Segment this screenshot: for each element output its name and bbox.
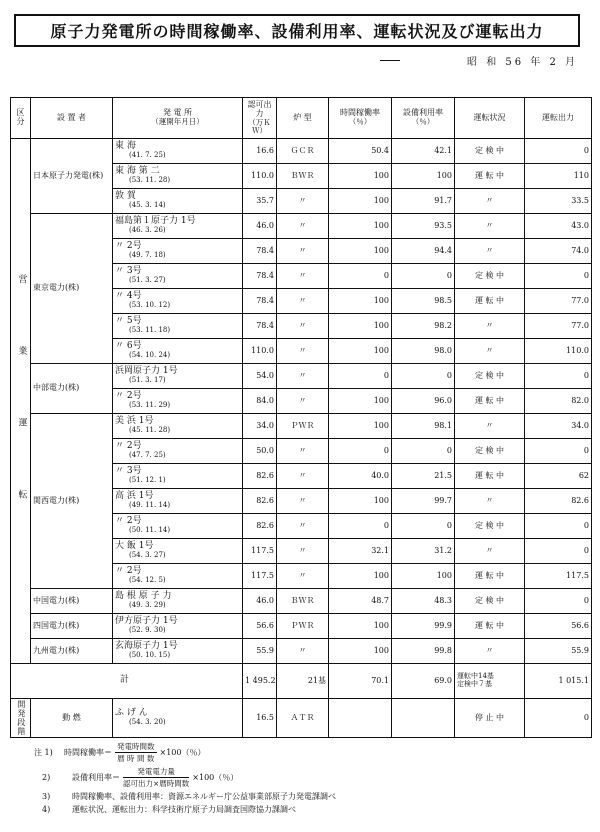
status-cell: 運 転 中 [455,389,525,414]
plant-start-date: (53. 11. 29) [129,401,171,410]
status-cell: 定 検 中 [455,514,525,539]
time-rate-cell: 50.4 [329,139,392,164]
header-kubun: 区分 [11,98,31,139]
util-rate-cell: 94.4 [392,239,455,264]
report-date: 昭 和 56 年 2 月 [467,57,578,68]
time-rate-cell: 100 [329,164,392,189]
capacity-cell: 78.4 [243,239,277,264]
plant-cell [113,464,243,489]
company-cell: 四国電力(株) [31,614,113,639]
table-row [11,414,592,439]
company-cell: 東京電力(株) [31,214,113,364]
capacity-cell: 82.6 [243,464,277,489]
header-output [525,98,592,139]
util-rate-cell: 0 [392,264,455,289]
reactor-type-cell: ＰＷＲ [277,614,329,639]
time-rate-cell: 100 [329,239,392,264]
dev-row [11,699,592,738]
note-1-number: 注 1) [34,748,53,757]
plant-start-date: (50. 10. 15) [129,651,171,660]
reactor-type-cell: ＰＷＲ [277,414,329,439]
status-cell: 〃 [455,214,525,239]
note-2 [34,766,584,789]
header-util-rate-unit: （％） [411,117,435,127]
capacity-cell: 16.6 [243,139,277,164]
util-rate-cell: 0 [392,514,455,539]
dev-reactor-type: ＡＴＲ [277,699,329,738]
table-row [11,589,592,614]
note-2-denominator: 認可出力×暦時間数 [123,779,190,788]
note-2-label: 設備利用率＝ [72,773,120,782]
header-output-label: 運転出力 [542,112,574,122]
reactor-type-cell: ＧＣＲ [277,139,329,164]
plant-cell [113,264,243,289]
note-3-number: 3) [42,792,51,801]
status-cell: 運 転 中 [455,164,525,189]
time-rate-cell: 0 [329,364,392,389]
note-2-number: 2) [42,773,51,782]
time-rate-cell: 100 [329,289,392,314]
header-time-rate-label: 時間稼働率 [340,108,380,118]
capacity-cell: 50.0 [243,439,277,464]
plant-start-date: (54. 10. 24) [129,351,171,360]
plant-cell [113,139,243,164]
output-cell: 56.6 [525,614,592,639]
plant-name: 東 海 [115,141,136,152]
dev-capacity: 16.5 [243,699,277,738]
capacity-cell: 110.0 [243,164,277,189]
dev-util-rate [392,699,455,738]
capacity-cell: 55.9 [243,639,277,664]
plant-cell [113,414,243,439]
capacity-cell: 35.7 [243,189,277,214]
plant-start-date: (49. 3. 29) [129,601,166,610]
time-rate-cell: 100 [329,614,392,639]
output-cell: 117.5 [525,564,592,589]
output-cell: 74.0 [525,239,592,264]
total-status-inspection: 定検中７基 [457,680,492,688]
capacity-cell: 78.4 [243,264,277,289]
note-2-numerator: 発電電力量 [123,766,189,778]
reactor-type-cell: 〃 [277,239,329,264]
output-cell: 77.0 [525,289,592,314]
note-2-fraction [123,766,189,789]
plant-start-date: (54. 12. 5) [129,576,166,585]
header-capacity-unit: （万ＫＷ） [248,117,271,135]
plant-start-date: (50. 11. 14) [129,526,171,535]
note-1-fraction [115,741,157,764]
capacity-cell: 110.0 [243,339,277,364]
time-rate-cell: 32.1 [329,539,392,564]
reactor-type-cell: 〃 [277,289,329,314]
total-row [11,664,592,699]
reactor-type-cell: 〃 [277,389,329,414]
time-rate-cell: 100 [329,189,392,214]
header-util-rate-label: 設備利用率 [403,108,443,118]
util-rate-cell: 99.9 [392,614,455,639]
status-cell: 定 検 中 [455,589,525,614]
date-rule [380,60,400,61]
capacity-cell: 46.0 [243,589,277,614]
util-rate-cell: 98.5 [392,289,455,314]
output-cell: 77.0 [525,314,592,339]
dev-plant-name: ふ げ ん [115,708,148,719]
header-reactor: 炉 型 [277,98,329,139]
header-capacity [243,98,277,139]
note-1-denominator: 暦 時 間 数 [117,754,155,763]
plant-start-date: (51. 3. 27) [129,276,166,285]
reactor-type-cell: ＢＷＲ [277,164,329,189]
reactor-type-cell: 〃 [277,564,329,589]
util-rate-cell: 21.5 [392,464,455,489]
plant-name: 〃 3号 [115,466,142,477]
time-rate-cell: 100 [329,389,392,414]
output-cell: 0 [525,139,592,164]
plant-start-date: (53. 10. 12) [129,301,171,310]
plant-name: 〃 2号 [115,441,142,452]
util-rate-cell: 91.7 [392,189,455,214]
plant-name: 高 浜 1号 [115,491,154,502]
note-3-text: 時間稼働率、設備利用率：資源エネルギー庁公益事業部原子力発電課調べ [72,792,336,801]
output-cell: 33.5 [525,189,592,214]
time-rate-cell: 100 [329,414,392,439]
note-1-label: 時間稼働率＝ [64,748,112,757]
status-cell: 〃 [455,339,525,364]
output-cell: 0 [525,439,592,464]
plant-name: 〃 2号 [115,566,142,577]
header-time-rate-unit: （％） [348,117,372,127]
plant-cell [113,489,243,514]
reactor-type-cell: 〃 [277,214,329,239]
status-cell: 〃 [455,314,525,339]
output-cell: 0 [525,264,592,289]
header-row [11,98,592,139]
status-cell: 〃 [455,539,525,564]
util-rate-cell: 98.2 [392,314,455,339]
capacity-cell: 82.6 [243,489,277,514]
plant-name: 美 浜 1号 [115,416,154,427]
time-rate-cell: 100 [329,214,392,239]
dev-plant-date: (54. 3. 20) [129,718,166,727]
plant-cell [113,439,243,464]
plant-name: 〃 5号 [115,316,142,327]
plant-name: 浜岡原子力 1号 [115,366,178,377]
time-rate-cell: 0 [329,439,392,464]
note-4 [34,804,584,815]
time-rate-cell: 100 [329,314,392,339]
total-output: 1 015.1 [525,664,592,699]
reactor-type-cell: 〃 [277,464,329,489]
note-2-tail: ×100（％） [192,773,239,782]
time-rate-cell: 100 [329,639,392,664]
plant-name: 玄海原子力 1号 [115,641,178,652]
plant-table [10,97,592,738]
header-plant-sub: （運開年月日） [151,117,204,127]
header-status [455,98,525,139]
time-rate-cell: 100 [329,489,392,514]
time-rate-cell: 0 [329,264,392,289]
output-cell: 55.9 [525,639,592,664]
reactor-type-cell: ＢＷＲ [277,589,329,614]
plant-cell [113,514,243,539]
plant-cell [113,364,243,389]
plant-cell [113,389,243,414]
page-title: 原子力発電所の時間稼働率、設備利用率、運転状況及び運転出力 [50,22,544,41]
capacity-cell: 34.0 [243,414,277,439]
status-cell: 〃 [455,189,525,214]
total-label: 計 [11,664,243,699]
util-rate-cell: 100 [392,564,455,589]
header-capacity-label: 認可出力 [247,99,272,118]
plant-start-date: (45. 3. 14) [129,201,166,210]
output-cell: 43.0 [525,214,592,239]
output-cell: 110.0 [525,339,592,364]
time-rate-cell: 0 [329,514,392,539]
plant-name: 〃 2号 [115,516,142,527]
plant-name: 〃 3号 [115,266,142,277]
status-cell: 定 検 中 [455,139,525,164]
header-plant [113,98,243,139]
util-rate-cell: 96.0 [392,389,455,414]
plant-cell [113,289,243,314]
table-row [11,614,592,639]
dev-plant-cell [113,699,243,738]
util-rate-cell: 100 [392,164,455,189]
time-rate-cell: 48.7 [329,589,392,614]
header-status-label: 運転状況 [473,112,506,122]
status-cell: 運 転 中 [455,564,525,589]
output-cell: 0 [525,589,592,614]
capacity-cell: 117.5 [243,539,277,564]
status-cell: 運 転 中 [455,464,525,489]
plant-name: 〃 2号 [115,241,142,252]
total-status [455,664,525,699]
dev-company: 動 燃 [31,699,113,738]
plant-cell [113,639,243,664]
plant-name: 〃 6号 [115,341,142,352]
note-1-tail: ×100（％） [159,748,206,757]
status-cell: 定 検 中 [455,264,525,289]
company-cell: 九州電力(株) [31,639,113,664]
status-cell: 運 転 中 [455,614,525,639]
output-cell: 82.6 [525,489,592,514]
util-rate-cell: 0 [392,439,455,464]
dev-time-rate [329,699,392,738]
reactor-type-cell: 〃 [277,264,329,289]
util-rate-cell: 48.3 [392,589,455,614]
output-cell: 110 [525,164,592,189]
status-cell: 〃 [455,239,525,264]
util-rate-cell: 98.1 [392,414,455,439]
capacity-cell: 117.5 [243,564,277,589]
output-cell: 0 [525,539,592,564]
plant-cell [113,189,243,214]
time-rate-cell: 40.0 [329,464,392,489]
plant-cell [113,539,243,564]
plant-start-date: (53. 11. 28) [129,176,171,185]
status-cell: 運 転 中 [455,289,525,314]
note-4-text: 運転状況、運転出力：科学技術庁原子力局調査国際協力課調べ [72,805,296,814]
reactor-type-cell: 〃 [277,489,329,514]
total-time-rate: 70.1 [329,664,392,699]
title-box [14,14,580,47]
plant-start-date: (46. 3. 26) [129,226,166,235]
total-util-rate: 69.0 [392,664,455,699]
plant-name: 大 飯 1号 [115,541,154,552]
output-cell: 82.0 [525,389,592,414]
table-row [11,364,592,389]
reactor-type-cell: 〃 [277,189,329,214]
plant-start-date: (49. 11. 14) [129,501,171,510]
plant-start-date: (49. 7. 18) [129,251,166,260]
capacity-cell: 56.6 [243,614,277,639]
time-rate-cell: 100 [329,564,392,589]
util-rate-cell: 93.5 [392,214,455,239]
status-cell: 定 検 中 [455,439,525,464]
plant-start-date: (41. 7. 25) [129,151,166,160]
table-body [11,139,592,738]
output-cell: 62 [525,464,592,489]
plant-start-date: (54. 3. 27) [129,551,166,560]
capacity-cell: 46.0 [243,214,277,239]
header-util-rate [392,98,455,139]
plant-name: 敦 賀 [115,191,136,202]
util-rate-cell: 31.2 [392,539,455,564]
notes [34,741,584,817]
note-3 [34,791,584,802]
capacity-cell: 78.4 [243,314,277,339]
dev-status: 停 止 中 [455,699,525,738]
capacity-cell: 82.6 [243,514,277,539]
capacity-cell: 54.0 [243,364,277,389]
plant-cell [113,239,243,264]
total-status-running: 運転中14基 [457,672,494,681]
util-rate-cell: 99.8 [392,639,455,664]
dev-output: 0 [525,699,592,738]
reactor-type-cell: 〃 [277,364,329,389]
table-row [11,139,592,164]
note-4-number: 4) [42,805,51,814]
plant-start-date: (45. 11. 28) [129,426,171,435]
status-cell: 〃 [455,414,525,439]
reactor-type-cell: 〃 [277,314,329,339]
note-1-numerator: 発電時間数 [117,742,155,751]
reactor-type-cell: 〃 [277,639,329,664]
company-cell: 中部電力(株) [31,364,113,414]
company-cell: 関西電力(株) [31,414,113,589]
category-commercial: 営 業 運 転 [11,139,31,664]
util-rate-cell: 0 [392,364,455,389]
util-rate-cell: 99.7 [392,489,455,514]
category-dev: 開発段階 [11,699,31,738]
output-cell: 0 [525,364,592,389]
total-capacity: 1 495.2 [243,664,277,699]
output-cell: 34.0 [525,414,592,439]
plant-name: 島 根 原 子 力 [115,591,172,602]
plant-cell [113,164,243,189]
capacity-cell: 84.0 [243,389,277,414]
util-rate-cell: 98.0 [392,339,455,364]
plant-cell [113,589,243,614]
plant-cell [113,339,243,364]
plant-start-date: (53. 11. 18) [129,326,171,335]
header-time-rate [329,98,392,139]
note-1 [34,741,584,764]
util-rate-cell: 42.1 [392,139,455,164]
plant-start-date: (51. 3. 17) [129,376,166,385]
plant-name: 〃 2号 [115,391,142,402]
header-company: 設 置 者 [31,98,113,139]
reactor-type-cell: 〃 [277,514,329,539]
capacity-cell: 78.4 [243,289,277,314]
plant-cell [113,564,243,589]
plant-start-date: (51. 12. 1) [129,476,166,485]
plant-name: 伊方原子力 1号 [115,616,178,627]
table-row [11,214,592,239]
company-cell: 日本原子力発電(株) [31,139,113,214]
plant-name: 福島第１原子力 1号 [115,216,196,227]
status-cell: 〃 [455,639,525,664]
reactor-type-cell: 〃 [277,539,329,564]
table-row [11,639,592,664]
reactor-type-cell: 〃 [277,339,329,364]
company-cell: 中国電力(株) [31,589,113,614]
plant-name: 〃 4号 [115,291,142,302]
plant-start-date: (52. 9. 30) [129,626,166,635]
output-cell: 0 [525,514,592,539]
status-cell: 定 検 中 [455,364,525,389]
header-plant-label: 発 電 所 [162,108,193,118]
total-units: 21基 [277,664,329,699]
plant-start-date: (47. 7. 25) [129,451,166,460]
reactor-type-cell: 〃 [277,439,329,464]
plant-cell [113,314,243,339]
plant-cell [113,214,243,239]
time-rate-cell: 100 [329,339,392,364]
plant-cell [113,614,243,639]
plant-name: 東 海 第 二 [115,166,160,177]
status-cell: 〃 [455,489,525,514]
